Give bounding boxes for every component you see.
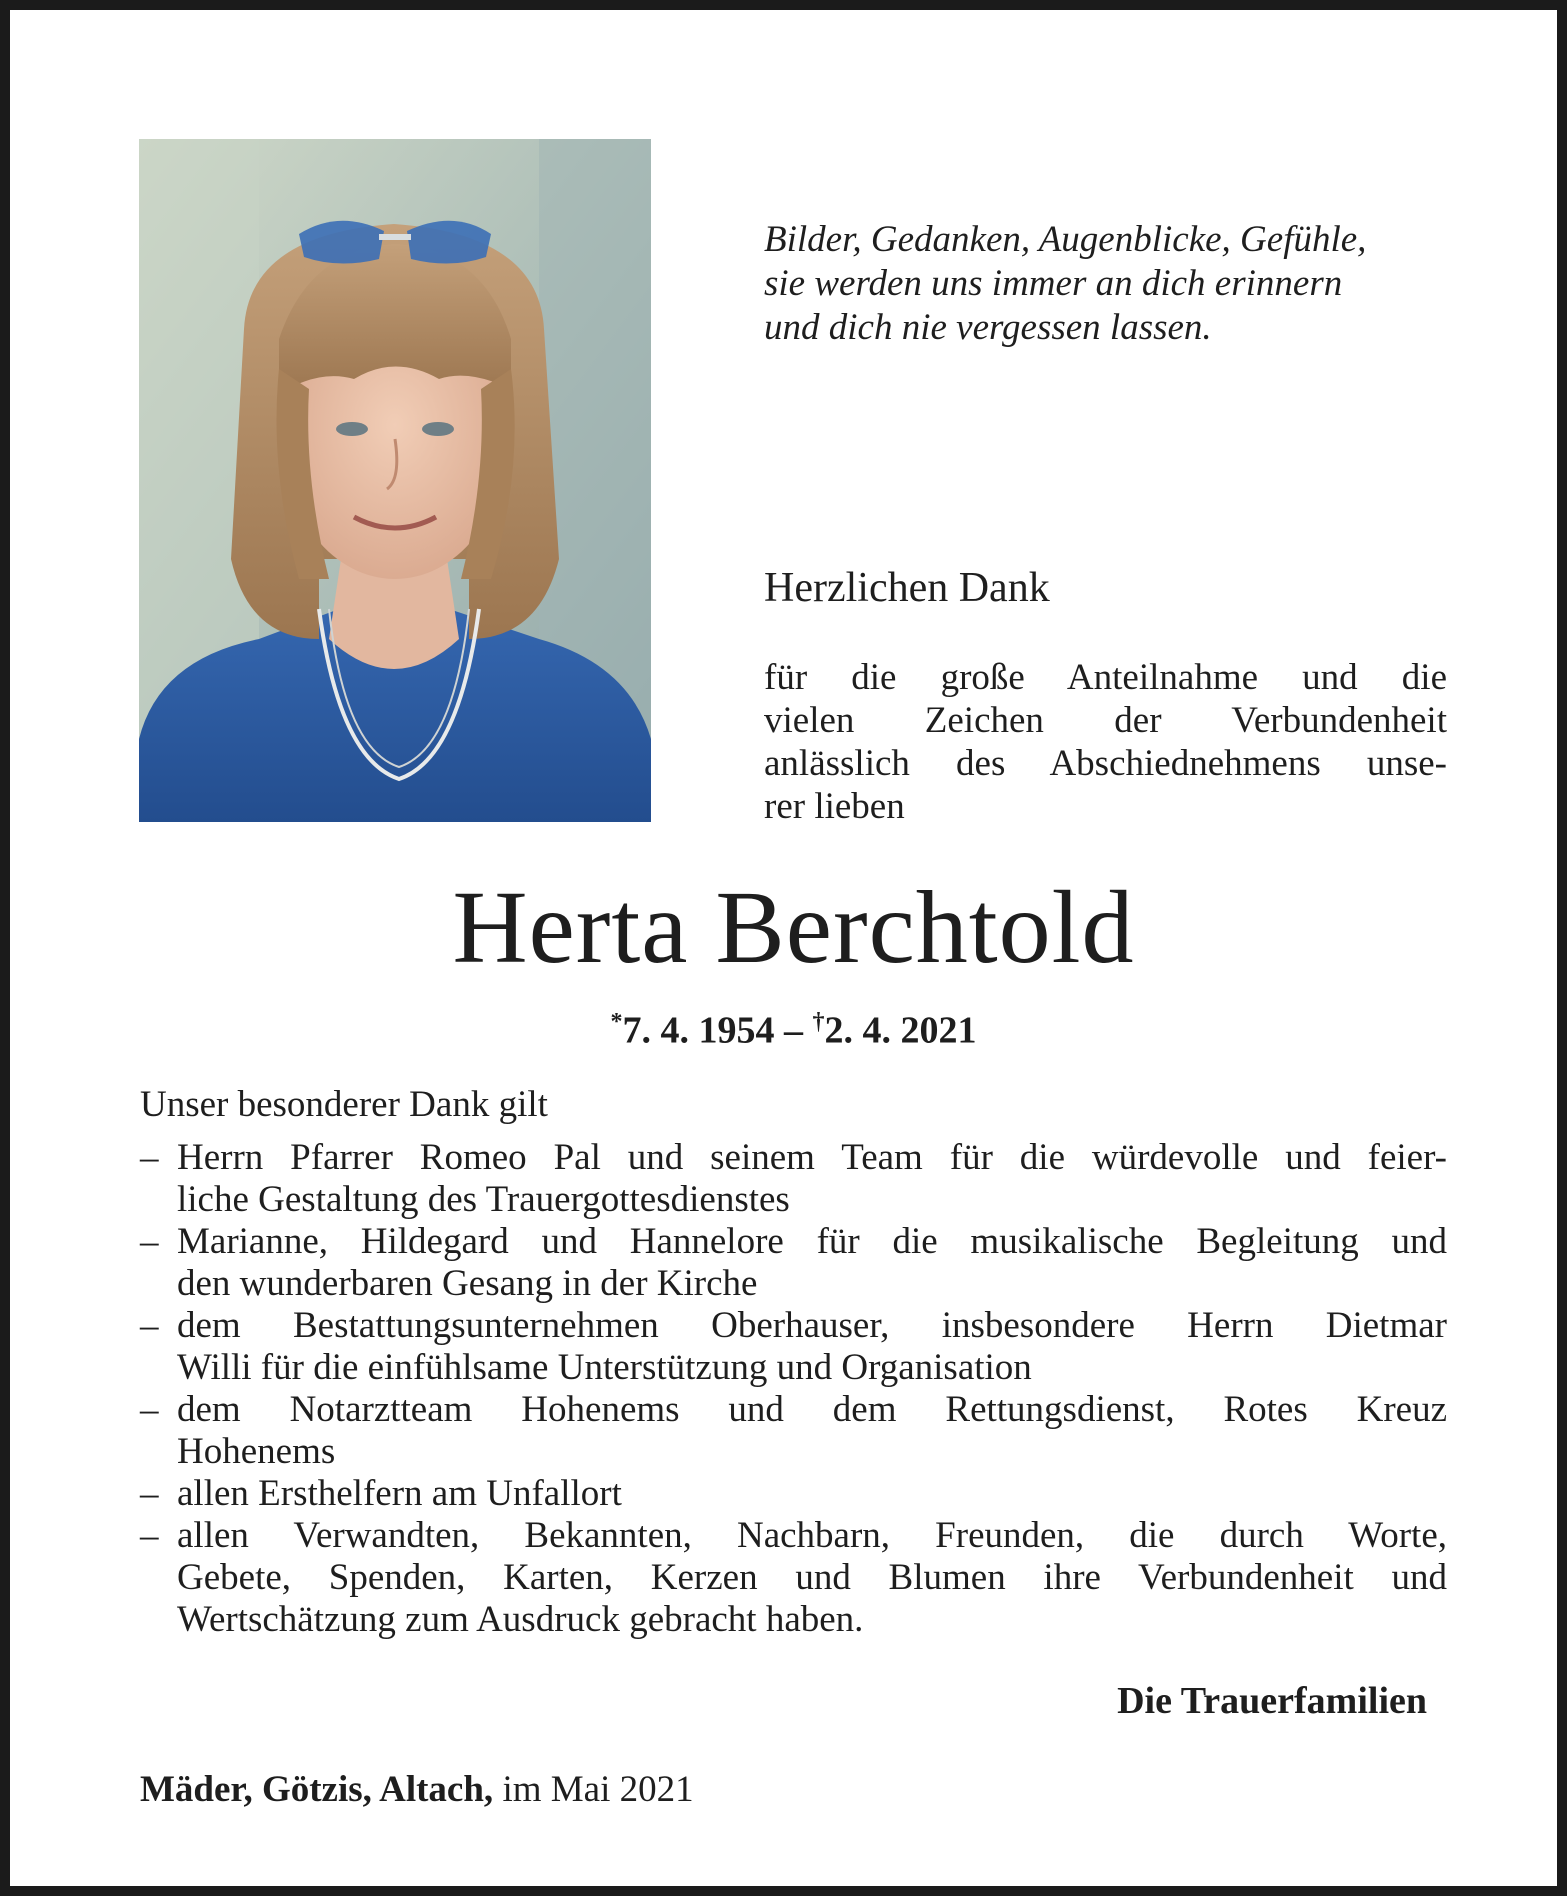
date-separator: – xyxy=(774,1009,813,1052)
signature: Die Trauerfamilien xyxy=(1117,1680,1427,1722)
thanks-heading: Herzlichen Dank xyxy=(764,565,1050,611)
special-thanks-intro: Unser besonderer Dank gilt xyxy=(140,1084,548,1125)
list-item-line: Marianne, Hildegard und Hannelore für die musikalische Begleitung und xyxy=(177,1221,1447,1262)
dash-bullet: – xyxy=(140,1305,159,1346)
list-item xyxy=(140,1515,1447,1641)
thanks-line: anlässlich des Abschiednehmens unse- xyxy=(764,743,1447,784)
dash-bullet: – xyxy=(140,1221,159,1262)
footer-places: Mäder, Götzis, Altach, xyxy=(140,1769,494,1810)
dash-bullet: – xyxy=(140,1389,159,1430)
footer-date: im Mai 2021 xyxy=(502,1769,694,1810)
list-item xyxy=(140,1221,1447,1305)
list-item-line: Willi für die einfühlsame Unterstützung und Organisation xyxy=(177,1347,1032,1388)
list-item xyxy=(140,1389,1447,1473)
death-date: 2. 4. 2021 xyxy=(824,1009,977,1052)
death-symbol: † xyxy=(812,1009,825,1035)
list-item xyxy=(140,1305,1447,1389)
list-item xyxy=(140,1473,1447,1515)
dash-bullet: – xyxy=(140,1137,159,1178)
list-item-line: dem Notarztteam Hohenems und dem Rettungsdienst, Rotes Kreuz xyxy=(177,1389,1447,1430)
portrait-photo xyxy=(139,139,651,822)
thanks-line: rer lieben xyxy=(764,786,905,827)
life-dates xyxy=(10,1000,1567,1053)
list-item-line: dem Bestattungsunternehmen Oberhauser, insbesondere Herrn Dietmar xyxy=(177,1305,1447,1346)
list-item-line: Herrn Pfarrer Romeo Pal und seinem Team für die würdevolle und feier- xyxy=(177,1137,1447,1178)
list-item-line: liche Gestaltung des Trauergottesdienstes xyxy=(177,1179,790,1220)
dash-bullet: – xyxy=(140,1515,159,1556)
list-item-line: den wunderbaren Gesang in der Kirche xyxy=(177,1263,758,1304)
birth-date: 7. 4. 1954 xyxy=(622,1009,775,1052)
thanks-line: vielen Zeichen der Verbundenheit xyxy=(764,700,1447,741)
thanks-text xyxy=(764,656,1447,828)
birth-symbol: * xyxy=(610,1009,623,1035)
list-item-line: allen Ersthelfern am Unfallort xyxy=(177,1473,622,1514)
special-thanks-list xyxy=(140,1137,1447,1641)
list-item-line: Hohenems xyxy=(177,1431,336,1472)
dash-bullet: – xyxy=(140,1473,159,1514)
thanks-line: für die große Anteilnahme und die xyxy=(764,657,1447,698)
footer-place-date xyxy=(140,1768,694,1812)
list-item-line: Wertschätzung zum Ausdruck gebracht haben. xyxy=(177,1599,864,1640)
list-item-line: Gebete, Spenden, Karten, Kerzen und Blumen ihre Verbundenheit und xyxy=(177,1557,1447,1598)
memorial-quote: Bilder, Gedanken, Augenblicke, Gefühle, sie werden uns immer an dich erinnern und dich nie vergessen lassen. xyxy=(764,219,1367,348)
list-item xyxy=(140,1137,1447,1221)
deceased-name: Herta Berchtold xyxy=(452,870,1135,985)
list-item-line: allen Verwandten, Bekannten, Nachbarn, Freunden, die durch Worte, xyxy=(177,1515,1447,1556)
